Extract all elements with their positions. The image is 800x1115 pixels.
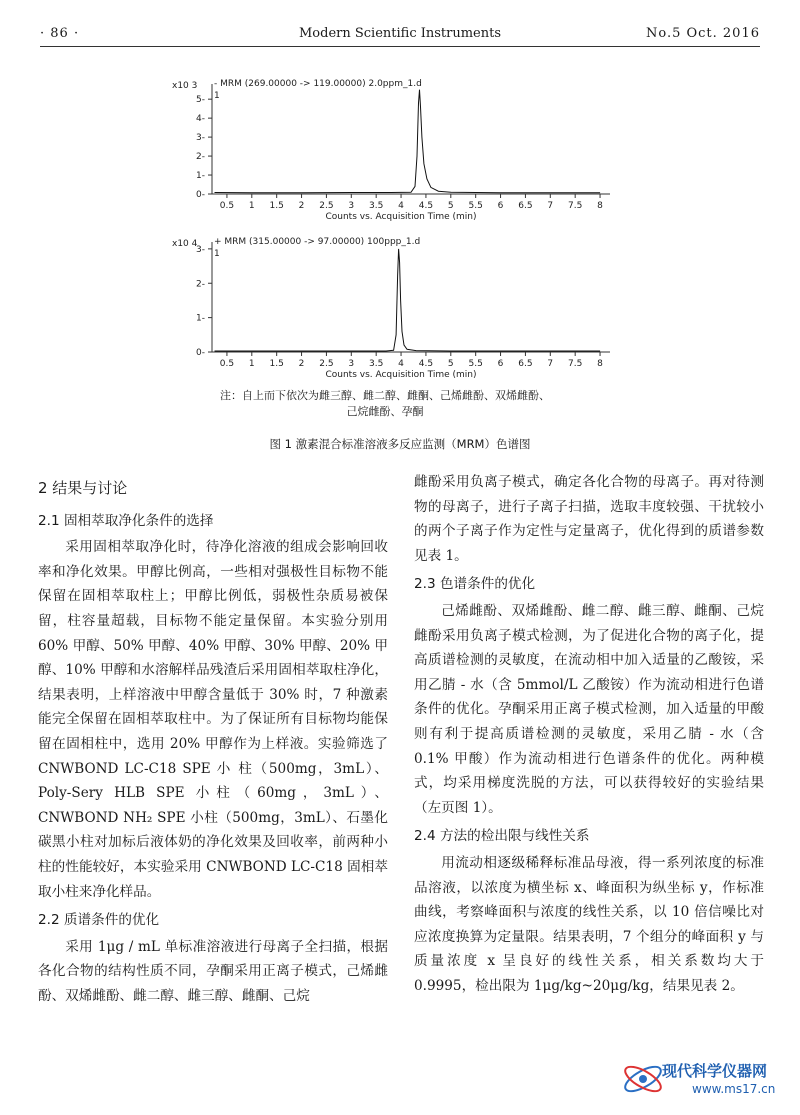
chromatogram-2 (170, 230, 620, 382)
y-tick-label: 2- (196, 152, 205, 163)
y-tick-label: 5- (196, 95, 205, 106)
watermark-url: www.ms17.cn (692, 1082, 776, 1096)
paragraph-ms: 采用 1μg / mL 单标准溶液进行母离子全扫描，根据各化合物的结构性质不同，孕酮采用正离子模式，己烯雌酚、双烯雌酚、雌二醇、雌三醇、雌酮、己烷 (38, 938, 388, 1004)
y-tick-label: 0- (196, 190, 205, 200)
scale-label: x10 4 (172, 239, 198, 249)
x-tick-label: 3.5 (369, 201, 384, 211)
y-tick-label: 4- (196, 114, 205, 125)
x-tick-label: 4.5 (418, 201, 434, 211)
header-rule (40, 46, 760, 47)
section-heading-2: 2 结果与讨论 (38, 479, 128, 497)
x-tick-label: 5 (447, 201, 454, 211)
y-tick-label: 3- (196, 133, 205, 144)
x-tick-label: 5.5 (468, 201, 483, 211)
site-watermark (614, 1052, 794, 1108)
x-tick-label: 0.5 (219, 201, 235, 211)
x-tick-label: 1 (248, 201, 255, 211)
x-tick-label: 4 (398, 201, 404, 211)
x-tick-label: 3 (348, 359, 355, 369)
figure-note (170, 388, 600, 420)
x-tick-label: 6 (497, 359, 504, 369)
figure-caption: 图 1 激素混合标准溶液多反应监测（MRM）色谱图 (269, 437, 531, 451)
left-column (38, 470, 388, 1008)
subsection-heading-2-1: 2.1 固相萃取净化条件的选择 (38, 512, 214, 529)
x-tick-label: 3 (348, 201, 355, 211)
subsection-heading-2-2: 2.2 质谱条件的优化 (38, 912, 160, 929)
subsection-heading-2-3: 2.3 色谱条件的优化 (414, 576, 536, 593)
x-tick-label: 1.5 (269, 359, 284, 369)
x-tick-label: 0.5 (219, 359, 235, 369)
x-tick-label: 2 (298, 201, 305, 211)
y-tick-label: 0- (196, 348, 205, 358)
x-tick-label: 1.5 (269, 201, 284, 211)
chromatogram-1 (170, 72, 620, 224)
x-tick-label: 2.5 (319, 201, 334, 211)
x-tick-label: 6.5 (518, 359, 533, 369)
x-tick-label: 8 (597, 359, 603, 369)
x-tick-label: 5 (447, 359, 454, 369)
right-column (414, 470, 764, 998)
x-tick-label: 4.5 (418, 359, 434, 369)
trace-number: 1 (214, 249, 220, 259)
x-tick-label: 8 (597, 201, 603, 211)
x-tick-label: 7 (547, 359, 554, 369)
x-axis-label: Counts vs. Acquisition Time (min) (325, 212, 477, 222)
chromatogram-trace (215, 90, 601, 193)
x-tick-label: 4 (398, 359, 404, 369)
x-axis-label: Counts vs. Acquisition Time (min) (325, 370, 477, 380)
x-tick-label: 5.5 (468, 359, 483, 369)
page-number: · 86 · (40, 26, 80, 41)
trace-label: + MRM (315.00000 -> 97.00000) 100ppp_1.d (214, 237, 421, 247)
x-tick-label: 7 (547, 201, 554, 211)
watermark-logo-icon (620, 1056, 666, 1102)
x-tick-label: 6 (497, 201, 504, 211)
y-tick-label: 1- (196, 171, 205, 182)
y-tick-label: 2- (196, 279, 205, 290)
trace-label: - MRM (269.00000 -> 119.00000) 2.0ppm_1.d (214, 79, 422, 89)
x-tick-label: 1 (248, 359, 255, 369)
journal-name: Modern Scientific Instruments (298, 26, 502, 41)
figure-note-line-1: 注：自上而下依次为雌三醇、雌二醇、雌酮、己烯雌酚、双烯雌酚、 (220, 389, 550, 402)
x-tick-label: 7.5 (568, 201, 583, 211)
y-tick-label: 3- (196, 244, 205, 255)
x-tick-label: 6.5 (518, 201, 533, 211)
y-tick-label: 1- (196, 313, 205, 324)
chromatogram-trace (215, 249, 601, 351)
x-tick-label: 3.5 (369, 359, 384, 369)
paragraph-ms-continued: 雌酚采用负离子模式，确定各化合物的母离子。再对待测物的母离子，进行子离子扫描，选取丰度较强、干扰较小的两个子离子作为定性与定量离子，优化得到的质谱参数见表 1。 (414, 474, 764, 564)
paragraph-chromatography: 己烯雌酚、双烯雌酚、雌二醇、雌三醇、雌酮、己烷雌酚采用负离子模式检测，为了促进化合物的离子化，提高质谱检测的灵敏度，在流动相中加入适量的乙酸铵，采用乙腈 - 水（含 5mmol/L 乙酸铵）作为流动相进行色谱条件的优化。孕酮采用正离子模式检测，加入适量的甲酸则有利于提高质谱检测的灵敏度，采用乙腈 - 水（含 0.1% 甲酸）作为流动相进行色谱条件的优化。两种模式，均采用梯度洗脱的方法，可以获得较好的实验结果（左页图 1）。 (414, 602, 764, 816)
x-tick-label: 2.5 (319, 359, 334, 369)
chromatogram-2-svg (170, 230, 620, 382)
figure-note-line-2: 己烷雌酚、孕酮 (346, 405, 424, 418)
paragraph-lod-linearity: 用流动相逐级稀释标准品母液，得一系列浓度的标准品溶液，以浓度为横坐标 x、峰面积为纵坐标 y，作标准曲线，考察峰面积与浓度的线性关系，以 10 倍信噪比对应浓度换算为定量限。结果表明，7 个组分的峰面积 y 与质量浓度 x 呈良好的线性关系，相关系数均大于 0.9995，检出限为 1μg/kg~20μg/kg，结果见表 2。 (414, 854, 764, 994)
trace-number: 1 (214, 91, 220, 101)
x-tick-label: 2 (298, 359, 305, 369)
issue-info: No.5 Oct. 2016 (645, 26, 760, 41)
scale-label: x10 3 (172, 81, 198, 91)
chromatogram-1-svg (170, 72, 620, 224)
watermark-title: 现代科学仪器网 (662, 1062, 768, 1080)
subsection-heading-2-4: 2.4 方法的检出限与线性关系 (414, 828, 590, 845)
paragraph-spe: 采用固相萃取净化时，待净化溶液的组成会影响回收率和净化效果。甲醇比例高，一些相对强极性目标物不能保留在固相萃取柱上；甲醇比例低，弱极性杂质易被保留，柱容量超载，目标物不能定量保留。本实验分别用 60% 甲醇、50% 甲醇、40% 甲醇、30% 甲醇、20% 甲醇、10% 甲醇和水溶解样品残渣后采用固相萃取柱净化，结果表明，上样溶液中甲醇含量低于 30% 时，7 种激素能完全保留在固相萃取柱中。为了保证所有目标物均能保留在固相柱中，选用 20% 甲醇作为上样液。实验筛选了 CNWBOND LC-C18 SPE 小 柱（500mg，3mL）、Poly-Sery HLB SPE 小柱（60mg，3mL）、CNWBOND NH₂ SPE 小柱（500mg，3mL）、石墨化碳黑小柱对加标后液体奶的净化效果及回收率，前两种小柱的性能较好，本实验采用 CNWBOND LC-C18 固相萃取小柱来净化样品。 (38, 539, 388, 900)
x-tick-label: 7.5 (568, 359, 583, 369)
